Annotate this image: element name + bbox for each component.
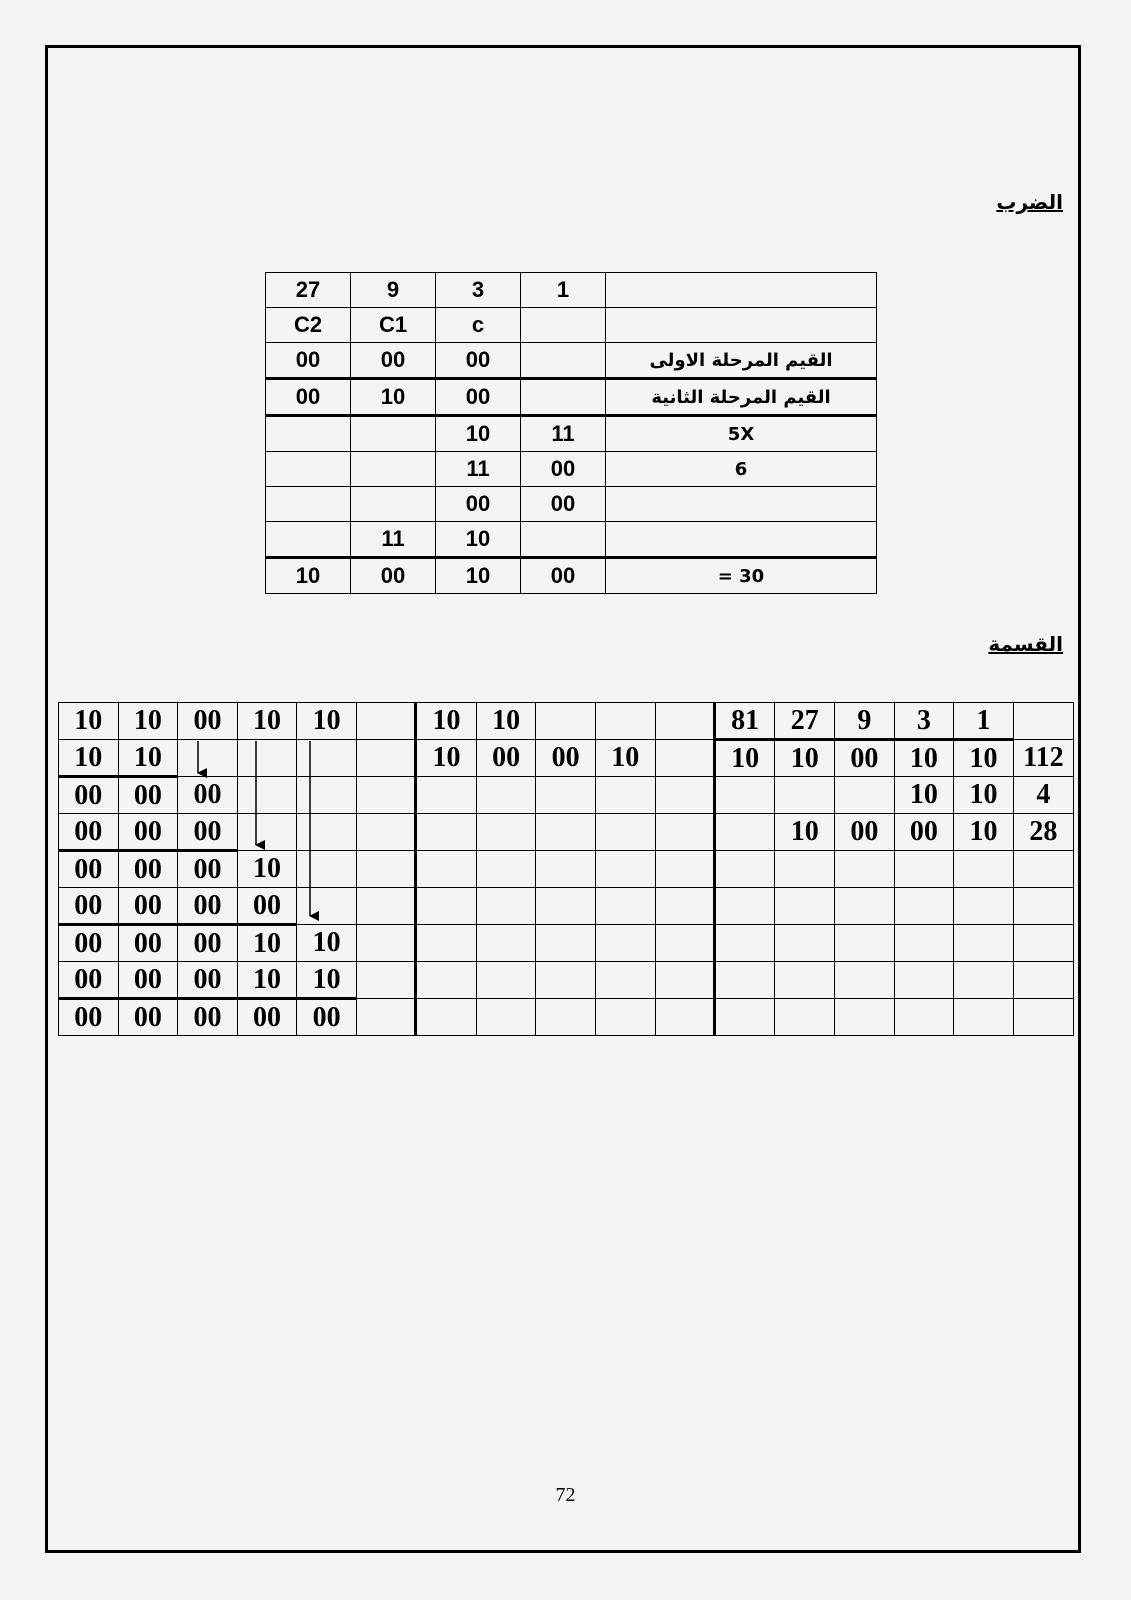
division-row xyxy=(59,703,1074,740)
division-cell xyxy=(536,777,596,814)
multiplication-cell xyxy=(521,343,606,379)
division-cell: 00 xyxy=(59,925,119,962)
division-cell xyxy=(536,925,596,962)
multiplication-cell: C1 xyxy=(351,308,436,343)
division-cell: 10 xyxy=(595,740,655,777)
division-cell xyxy=(714,814,775,851)
division-cell xyxy=(595,851,655,888)
division-cell: 3 xyxy=(894,703,954,740)
division-cell xyxy=(416,999,477,1036)
division-row xyxy=(59,962,1074,999)
division-cell: 10 xyxy=(416,740,477,777)
division-row xyxy=(59,999,1074,1036)
page-number: 72 xyxy=(555,1484,576,1506)
division-cell xyxy=(416,962,477,999)
division-cell xyxy=(775,925,835,962)
division-cell xyxy=(356,703,415,740)
multiplication-cell: 00 xyxy=(436,487,521,522)
division-cell xyxy=(476,851,536,888)
division-cell xyxy=(595,777,655,814)
division-cell: 10 xyxy=(775,740,835,777)
division-cell: 10 xyxy=(954,740,1014,777)
division-cell: 4 xyxy=(1013,777,1073,814)
division-cell xyxy=(536,962,596,999)
division-cell: 10 xyxy=(297,962,357,999)
division-cell: 00 xyxy=(118,814,178,851)
division-cell: 00 xyxy=(178,851,238,888)
division-cell xyxy=(775,888,835,925)
division-cell xyxy=(954,999,1014,1036)
division-cell xyxy=(476,777,536,814)
division-cell: 00 xyxy=(536,740,596,777)
division-cell: 10 xyxy=(894,740,954,777)
multiplication-cell: 3 xyxy=(436,273,521,308)
division-cell: 00 xyxy=(297,999,357,1036)
multiplication-cell: 1 xyxy=(521,273,606,308)
division-cell: 00 xyxy=(118,999,178,1036)
division-cell xyxy=(714,851,775,888)
division-cell: 10 xyxy=(297,925,357,962)
division-cell xyxy=(297,814,357,851)
multiplication-cell xyxy=(266,522,351,558)
division-cell xyxy=(775,962,835,999)
multiplication-cell xyxy=(351,487,436,522)
division-cell xyxy=(356,777,415,814)
multiplication-cell xyxy=(521,308,606,343)
division-cell: 10 xyxy=(237,925,297,962)
division-cell xyxy=(476,814,536,851)
division-cell xyxy=(237,777,297,814)
division-cell xyxy=(655,740,714,777)
division-cell xyxy=(536,999,596,1036)
multiplication-cell xyxy=(351,452,436,487)
division-cell: 00 xyxy=(118,888,178,925)
division-cell: 81 xyxy=(714,703,775,740)
division-cell xyxy=(476,925,536,962)
division-cell xyxy=(178,740,238,777)
multiplication-cell: 00 xyxy=(521,487,606,522)
multiplication-cell: 10 xyxy=(436,416,521,452)
multiplication-row xyxy=(266,343,877,379)
division-cell xyxy=(237,740,297,777)
division-cell: 10 xyxy=(297,703,357,740)
division-cell: 00 xyxy=(237,999,297,1036)
division-cell: 00 xyxy=(118,777,178,814)
division-cell: 00 xyxy=(894,814,954,851)
division-cell xyxy=(714,999,775,1036)
division-cell: 10 xyxy=(59,740,119,777)
division-cell: 1 xyxy=(954,703,1014,740)
multiplication-row xyxy=(266,558,877,594)
multiplication-row xyxy=(266,379,877,416)
multiplication-cell: 10 xyxy=(436,522,521,558)
division-cell xyxy=(655,777,714,814)
multiplication-cell: 00 xyxy=(266,379,351,416)
multiplication-cell xyxy=(521,522,606,558)
multiplication-cell: 00 xyxy=(266,343,351,379)
division-cell xyxy=(894,851,954,888)
division-cell: 10 xyxy=(894,777,954,814)
multiplication-cell: 10 xyxy=(436,558,521,594)
multiplication-row xyxy=(266,522,877,558)
division-cell xyxy=(835,888,895,925)
division-cell xyxy=(297,777,357,814)
division-cell xyxy=(775,999,835,1036)
division-cell xyxy=(356,925,415,962)
division-cell xyxy=(476,962,536,999)
division-cell xyxy=(775,777,835,814)
multiplication-cell: 00 xyxy=(351,343,436,379)
multiplication-cell: 11 xyxy=(521,416,606,452)
division-cell: 00 xyxy=(237,888,297,925)
division-cell: 10 xyxy=(714,740,775,777)
division-cell xyxy=(237,814,297,851)
division-cell xyxy=(356,740,415,777)
division-cell xyxy=(595,962,655,999)
division-cell: 10 xyxy=(237,851,297,888)
division-cell xyxy=(476,999,536,1036)
division-cell xyxy=(894,999,954,1036)
division-cell xyxy=(595,999,655,1036)
division-cell xyxy=(476,888,536,925)
division-cell: 00 xyxy=(59,999,119,1036)
multiplication-row-label: 6 xyxy=(606,452,877,487)
division-cell: 00 xyxy=(59,888,119,925)
division-cell: 00 xyxy=(835,814,895,851)
multiplication-row xyxy=(266,416,877,452)
division-cell xyxy=(536,888,596,925)
division-cell xyxy=(714,888,775,925)
division-cell xyxy=(954,851,1014,888)
multiplication-cell: 11 xyxy=(436,452,521,487)
division-cell xyxy=(595,925,655,962)
division-cell xyxy=(655,999,714,1036)
division-cell: 10 xyxy=(775,814,835,851)
division-cell xyxy=(894,925,954,962)
division-cell xyxy=(835,925,895,962)
division-cell xyxy=(595,703,655,740)
division-cell xyxy=(595,888,655,925)
division-cell: 00 xyxy=(118,925,178,962)
division-cell xyxy=(1013,999,1073,1036)
division-cell: 00 xyxy=(59,814,119,851)
multiplication-cell: 11 xyxy=(351,522,436,558)
division-cell: 10 xyxy=(118,703,178,740)
division-cell xyxy=(356,888,415,925)
division-cell: 9 xyxy=(835,703,895,740)
division-cell: 00 xyxy=(835,740,895,777)
division-cell xyxy=(894,962,954,999)
multiplication-cell xyxy=(266,452,351,487)
division-cell xyxy=(954,962,1014,999)
division-cell: 10 xyxy=(954,777,1014,814)
division-cell xyxy=(416,777,477,814)
multiplication-row-label xyxy=(606,522,877,558)
division-cell: 10 xyxy=(954,814,1014,851)
division-cell xyxy=(655,888,714,925)
division-cell: 00 xyxy=(178,814,238,851)
division-cell: 10 xyxy=(416,703,477,740)
division-row xyxy=(59,925,1074,962)
multiplication-row-label: 30 = xyxy=(606,558,877,594)
multiplication-row-label: القيم المرحلة الاولى xyxy=(606,343,877,379)
division-cell xyxy=(595,814,655,851)
division-cell xyxy=(894,888,954,925)
division-cell xyxy=(835,962,895,999)
division-cell xyxy=(835,777,895,814)
division-cell xyxy=(1013,703,1073,740)
multiplication-row-label: 5X xyxy=(606,416,877,452)
division-row xyxy=(59,740,1074,777)
division-cell xyxy=(416,851,477,888)
multiplication-cell: c xyxy=(436,308,521,343)
division-row xyxy=(59,888,1074,925)
division-cell xyxy=(356,999,415,1036)
division-row xyxy=(59,814,1074,851)
division-cell xyxy=(416,814,477,851)
division-cell: 00 xyxy=(178,925,238,962)
multiplication-row xyxy=(266,273,877,308)
multiplication-cell: 10 xyxy=(266,558,351,594)
division-cell: 10 xyxy=(237,962,297,999)
division-cell xyxy=(835,851,895,888)
division-cell: 00 xyxy=(178,888,238,925)
division-cell xyxy=(835,999,895,1036)
multiplication-row-label xyxy=(606,273,877,308)
multiplication-table xyxy=(265,272,877,594)
multiplication-cell: 00 xyxy=(351,558,436,594)
division-cell: 112 xyxy=(1013,740,1073,777)
division-table xyxy=(58,702,1074,1036)
division-cell xyxy=(655,925,714,962)
division-cell xyxy=(297,888,357,925)
division-cell xyxy=(714,777,775,814)
division-cell xyxy=(297,740,357,777)
multiplication-row xyxy=(266,308,877,343)
multiplication-cell: 10 xyxy=(351,379,436,416)
division-row xyxy=(59,851,1074,888)
division-cell xyxy=(297,851,357,888)
division-cell: 00 xyxy=(178,962,238,999)
division-cell xyxy=(416,925,477,962)
division-cell: 10 xyxy=(237,703,297,740)
division-cell xyxy=(1013,851,1073,888)
division-cell xyxy=(356,814,415,851)
division-cell xyxy=(1013,888,1073,925)
multiplication-row-label xyxy=(606,308,877,343)
division-row xyxy=(59,777,1074,814)
division-cell: 10 xyxy=(476,703,536,740)
multiplication-row xyxy=(266,452,877,487)
division-cell xyxy=(536,814,596,851)
division-cell: 00 xyxy=(59,962,119,999)
multiplication-row-label: القيم المرحلة الثانية xyxy=(606,379,877,416)
multiplication-row-label xyxy=(606,487,877,522)
division-cell xyxy=(655,814,714,851)
division-cell: 00 xyxy=(476,740,536,777)
multiplication-cell: C2 xyxy=(266,308,351,343)
division-cell: 28 xyxy=(1013,814,1073,851)
division-cell: 00 xyxy=(178,777,238,814)
multiplication-cell xyxy=(266,487,351,522)
division-heading: القسمة xyxy=(988,632,1063,656)
division-cell: 00 xyxy=(178,999,238,1036)
division-cell: 00 xyxy=(118,962,178,999)
division-cell xyxy=(356,962,415,999)
multiplication-cell: 27 xyxy=(266,273,351,308)
multiplication-cell: 00 xyxy=(521,558,606,594)
division-cell: 00 xyxy=(59,851,119,888)
division-cell: 10 xyxy=(59,703,119,740)
division-cell: 00 xyxy=(178,703,238,740)
division-cell: 27 xyxy=(775,703,835,740)
division-cell xyxy=(655,851,714,888)
division-cell xyxy=(954,925,1014,962)
multiplication-cell xyxy=(351,416,436,452)
multiplication-cell: 00 xyxy=(521,452,606,487)
multiplication-row xyxy=(266,487,877,522)
division-cell xyxy=(655,962,714,999)
division-cell xyxy=(714,962,775,999)
division-cell: 00 xyxy=(118,851,178,888)
division-cell xyxy=(356,851,415,888)
multiplication-cell: 00 xyxy=(436,379,521,416)
multiplication-cell: 00 xyxy=(436,343,521,379)
division-cell xyxy=(416,888,477,925)
division-cell xyxy=(655,703,714,740)
division-cell xyxy=(714,925,775,962)
division-cell xyxy=(775,851,835,888)
division-cell xyxy=(1013,925,1073,962)
division-cell: 10 xyxy=(118,740,178,777)
multiplication-cell xyxy=(266,416,351,452)
division-cell xyxy=(1013,962,1073,999)
multiplication-cell xyxy=(521,379,606,416)
division-cell: 00 xyxy=(59,777,119,814)
division-cell xyxy=(536,851,596,888)
multiplication-heading: الضرب xyxy=(996,190,1063,214)
multiplication-cell: 9 xyxy=(351,273,436,308)
division-cell xyxy=(536,703,596,740)
division-cell xyxy=(954,888,1014,925)
